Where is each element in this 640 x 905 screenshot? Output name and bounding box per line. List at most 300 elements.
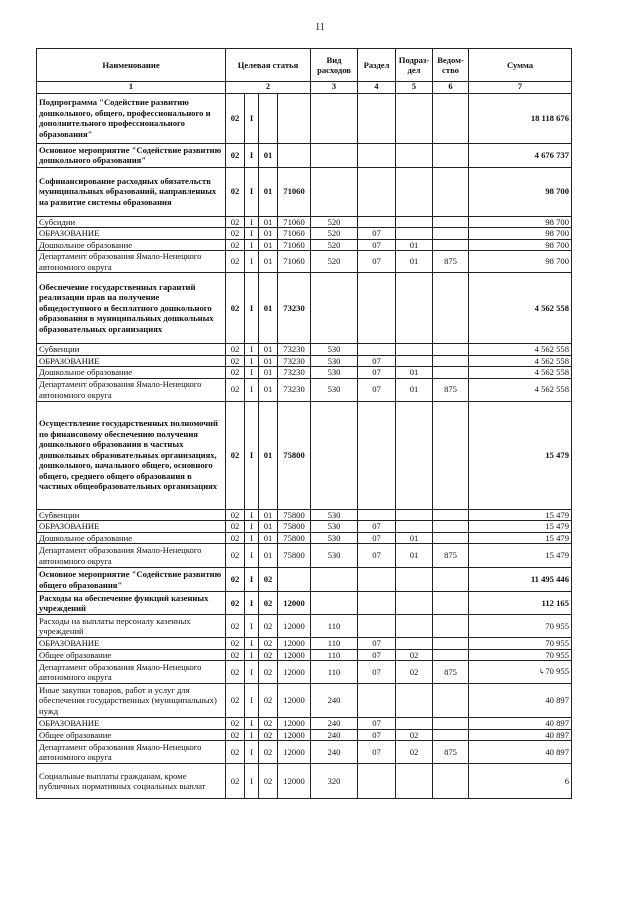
department-code	[433, 684, 469, 718]
program-code: 02	[226, 741, 245, 764]
amount: 98 700	[469, 239, 572, 251]
subprogram-code: I	[245, 568, 259, 592]
program-code: 02	[226, 544, 245, 568]
table-row	[37, 93, 572, 143]
row-name: Дошкольное образование	[37, 532, 226, 544]
header-department: Ведом-ство	[433, 49, 469, 82]
program-code: 02	[226, 228, 245, 240]
department-code	[433, 401, 469, 509]
table-row	[37, 592, 572, 615]
activity-code: 01	[259, 273, 278, 344]
subprogram-code: I	[245, 741, 259, 764]
activity-code: 02	[259, 592, 278, 615]
program-code: 02	[226, 216, 245, 228]
table-row	[37, 167, 572, 216]
column-number: 4	[358, 82, 396, 94]
amount: 4 562 558	[469, 367, 572, 379]
table-row	[37, 649, 572, 661]
subprogram-code: I	[245, 615, 259, 638]
activity-code: 01	[259, 355, 278, 367]
direction-code: 75800	[278, 509, 311, 521]
row-name: Дошкольное образование	[37, 239, 226, 251]
direction-code: 12000	[278, 661, 311, 684]
expense-type-code: 530	[311, 355, 358, 367]
table-row	[37, 521, 572, 533]
expense-type-code: 520	[311, 239, 358, 251]
subprogram-code: I	[245, 592, 259, 615]
header-row	[37, 49, 572, 82]
activity-code: 01	[259, 344, 278, 356]
section-code: 07	[358, 718, 396, 730]
program-code: 02	[226, 592, 245, 615]
activity-code: 02	[259, 718, 278, 730]
expense-type-code: 240	[311, 741, 358, 764]
subprogram-code: I	[245, 521, 259, 533]
column-number: 7	[469, 82, 572, 94]
row-name: Субсидии	[37, 216, 226, 228]
section-code: 07	[358, 367, 396, 379]
direction-code: 73230	[278, 355, 311, 367]
pen-mark-icon: ↳	[538, 667, 546, 677]
row-name: Основное мероприятие "Содействие развитию дошкольного образования"	[37, 143, 226, 167]
program-code: 02	[226, 239, 245, 251]
activity-code: 01	[259, 167, 278, 216]
section-code	[358, 615, 396, 638]
activity-code: 02	[259, 764, 278, 799]
expense-type-code	[311, 401, 358, 509]
subsection-code: 01	[396, 544, 433, 568]
direction-code: 12000	[278, 718, 311, 730]
amount: 40 897	[469, 741, 572, 764]
column-number-row	[37, 82, 572, 94]
activity-code: 01	[259, 216, 278, 228]
department-code	[433, 764, 469, 799]
subprogram-code: I	[245, 764, 259, 799]
table-row	[37, 741, 572, 764]
subsection-code	[396, 509, 433, 521]
row-name: Обеспечение государственных гарантий реализации прав на получение общедоступного и бесплатного дошкольного образования в муниципальных дошкольных образовательных организациях	[37, 273, 226, 344]
program-code: 02	[226, 649, 245, 661]
column-number: 6	[433, 82, 469, 94]
section-code	[358, 167, 396, 216]
table-row	[37, 544, 572, 568]
activity-code: 01	[259, 143, 278, 167]
program-code: 02	[226, 684, 245, 718]
expense-type-code: 530	[311, 344, 358, 356]
program-code: 02	[226, 729, 245, 741]
amount: 15 479	[469, 532, 572, 544]
amount: 40 897	[469, 718, 572, 730]
department-code	[433, 729, 469, 741]
row-name: ОБРАЗОВАНИЕ	[37, 355, 226, 367]
section-code: 07	[358, 649, 396, 661]
subsection-code	[396, 93, 433, 143]
table-row	[37, 239, 572, 251]
header-name: Наименование	[37, 49, 226, 82]
table-row	[37, 273, 572, 344]
amount: 98 700	[469, 167, 572, 216]
subsection-code	[396, 216, 433, 228]
amount: 98 700	[469, 228, 572, 240]
program-code: 02	[226, 273, 245, 344]
direction-code: 12000	[278, 764, 311, 799]
amount: 98 700	[469, 216, 572, 228]
subprogram-code: I	[245, 684, 259, 718]
table-body	[37, 93, 572, 799]
department-code	[433, 228, 469, 240]
department-code: 875	[433, 544, 469, 568]
amount: 6	[469, 764, 572, 799]
subprogram-code: I	[245, 216, 259, 228]
expense-type-code: 110	[311, 615, 358, 638]
activity-code: 01	[259, 401, 278, 509]
row-name: Департамент образования Ямало-Ненецкого автономного округа	[37, 544, 226, 568]
amount: 15 479	[469, 544, 572, 568]
amount: 70 955	[469, 615, 572, 638]
amount: 70 955	[469, 638, 572, 650]
direction-code	[278, 568, 311, 592]
amount: 18 118 676	[469, 93, 572, 143]
row-name: ОБРАЗОВАНИЕ	[37, 521, 226, 533]
section-code	[358, 764, 396, 799]
expense-type-code	[311, 167, 358, 216]
subsection-code	[396, 355, 433, 367]
table-row	[37, 367, 572, 379]
subsection-code	[396, 521, 433, 533]
program-code: 02	[226, 143, 245, 167]
subsection-code	[396, 764, 433, 799]
header-section: Раздел	[358, 49, 396, 82]
subprogram-code: I	[245, 228, 259, 240]
subsection-code	[396, 615, 433, 638]
subprogram-code: I	[245, 638, 259, 650]
expense-type-code: 520	[311, 228, 358, 240]
department-code: 875	[433, 741, 469, 764]
amount	[469, 661, 572, 684]
table-row	[37, 568, 572, 592]
department-code	[433, 638, 469, 650]
subprogram-code: I	[245, 649, 259, 661]
program-code: 02	[226, 521, 245, 533]
section-code	[358, 273, 396, 344]
subsection-code: 01	[396, 378, 433, 401]
expense-type-code: 240	[311, 684, 358, 718]
department-code	[433, 532, 469, 544]
activity-code: 02	[259, 661, 278, 684]
row-name: Дошкольное образование	[37, 367, 226, 379]
row-name: Субвенции	[37, 344, 226, 356]
activity-code: 02	[259, 615, 278, 638]
expense-type-code: 530	[311, 509, 358, 521]
header-amount: Сумма	[469, 49, 572, 82]
amount: 4 676 737	[469, 143, 572, 167]
table-row	[37, 638, 572, 650]
row-name: Иные закупки товаров, работ и услуг для обеспечения государственных (муниципальных) нужд	[37, 684, 226, 718]
activity-code: 01	[259, 367, 278, 379]
amount: 98 700	[469, 251, 572, 273]
subsection-code: 02	[396, 729, 433, 741]
row-name: Департамент образования Ямало-Ненецкого автономного округа	[37, 741, 226, 764]
section-code: 07	[358, 355, 396, 367]
row-name: ОБРАЗОВАНИЕ	[37, 718, 226, 730]
direction-code: 71060	[278, 216, 311, 228]
section-code: 07	[358, 661, 396, 684]
expense-type-code: 520	[311, 251, 358, 273]
expense-type-code	[311, 568, 358, 592]
department-code	[433, 344, 469, 356]
department-code	[433, 718, 469, 730]
department-code	[433, 167, 469, 216]
table-row	[37, 228, 572, 240]
column-number: 5	[396, 82, 433, 94]
amount: 15 479	[469, 401, 572, 509]
activity-code: 02	[259, 729, 278, 741]
program-code: 02	[226, 378, 245, 401]
section-code: 07	[358, 521, 396, 533]
department-code	[433, 93, 469, 143]
department-code	[433, 521, 469, 533]
activity-code: 02	[259, 741, 278, 764]
expense-type-code	[311, 143, 358, 167]
subsection-code: 01	[396, 251, 433, 273]
section-code	[358, 401, 396, 509]
program-code: 02	[226, 532, 245, 544]
expense-type-code: 240	[311, 718, 358, 730]
row-name: Социальные выплаты гражданам, кроме публичных нормативных социальных выплат	[37, 764, 226, 799]
direction-code: 73230	[278, 378, 311, 401]
table-row	[37, 344, 572, 356]
section-code	[358, 93, 396, 143]
subprogram-code: I	[245, 661, 259, 684]
row-name: Департамент образования Ямало-Ненецкого автономного округа	[37, 251, 226, 273]
section-code	[358, 684, 396, 718]
row-name: Основное мероприятие "Содействие развитию общего образования"	[37, 568, 226, 592]
department-code: 875	[433, 378, 469, 401]
expense-type-code: 530	[311, 378, 358, 401]
subprogram-code: I	[245, 167, 259, 216]
direction-code	[278, 143, 311, 167]
section-code	[358, 216, 396, 228]
expense-type-code: 240	[311, 729, 358, 741]
program-code: 02	[226, 355, 245, 367]
direction-code: 73230	[278, 273, 311, 344]
subprogram-code: I	[245, 143, 259, 167]
table-row	[37, 355, 572, 367]
department-code	[433, 568, 469, 592]
subsection-code	[396, 684, 433, 718]
program-code: 02	[226, 509, 245, 521]
section-code	[358, 509, 396, 521]
amount: 4 562 558	[469, 378, 572, 401]
program-code: 02	[226, 251, 245, 273]
direction-code: 73230	[278, 367, 311, 379]
amount: 11 495 446	[469, 568, 572, 592]
subsection-code	[396, 401, 433, 509]
section-code: 07	[358, 251, 396, 273]
subprogram-code: I	[245, 401, 259, 509]
program-code: 02	[226, 718, 245, 730]
table-row	[37, 216, 572, 228]
subprogram-code: I	[245, 718, 259, 730]
subprogram-code: I	[245, 251, 259, 273]
section-code: 07	[358, 544, 396, 568]
subsection-code	[396, 344, 433, 356]
amount: 4 562 558	[469, 355, 572, 367]
section-code	[358, 568, 396, 592]
department-code	[433, 355, 469, 367]
direction-code: 12000	[278, 741, 311, 764]
department-code	[433, 239, 469, 251]
row-name: Софинансирование расходных обязательств муниципальных образований, направленных на развитие системы образования	[37, 167, 226, 216]
program-code: 02	[226, 167, 245, 216]
row-name: Департамент образования Ямало-Ненецкого автономного округа	[37, 661, 226, 684]
table-row	[37, 684, 572, 718]
department-code	[433, 509, 469, 521]
amount: 4 562 558	[469, 344, 572, 356]
amount: 15 479	[469, 509, 572, 521]
table-row	[37, 401, 572, 509]
amount: 4 562 558	[469, 273, 572, 344]
activity-code: 02	[259, 638, 278, 650]
expense-type-code: 520	[311, 216, 358, 228]
header-subsection: Подраз-дел	[396, 49, 433, 82]
subprogram-code: I	[245, 367, 259, 379]
column-number: 2	[226, 82, 311, 94]
direction-code: 75800	[278, 544, 311, 568]
table-row	[37, 378, 572, 401]
subsection-code	[396, 592, 433, 615]
subprogram-code: I	[245, 532, 259, 544]
activity-code: 02	[259, 649, 278, 661]
department-code	[433, 273, 469, 344]
activity-code: 01	[259, 532, 278, 544]
direction-code: 12000	[278, 638, 311, 650]
section-code: 07	[358, 239, 396, 251]
subprogram-code: I	[245, 273, 259, 344]
row-name: Общее образование	[37, 729, 226, 741]
subsection-code	[396, 167, 433, 216]
page-number: 11	[315, 22, 325, 33]
subsection-code: 02	[396, 661, 433, 684]
expense-type-code	[311, 93, 358, 143]
column-number: 1	[37, 82, 226, 94]
direction-code	[278, 93, 311, 143]
subsection-code: 01	[396, 239, 433, 251]
subprogram-code: I	[245, 378, 259, 401]
subsection-code: 02	[396, 741, 433, 764]
subsection-code: 02	[396, 649, 433, 661]
expense-type-code	[311, 273, 358, 344]
subsection-code	[396, 638, 433, 650]
department-code	[433, 367, 469, 379]
subsection-code	[396, 568, 433, 592]
department-code	[433, 216, 469, 228]
activity-code	[259, 93, 278, 143]
direction-code: 12000	[278, 615, 311, 638]
row-name: Осуществление государственных полномочий по финансовому обеспечению получения дошкольного образования в частных дошкольных образовательных организациях, дошкольного, начального общего, основного общего, среднего общего образования в частных общеобразовательных организациях	[37, 401, 226, 509]
activity-code: 01	[259, 378, 278, 401]
expense-type-code: 530	[311, 367, 358, 379]
subsection-code	[396, 718, 433, 730]
program-code: 02	[226, 615, 245, 638]
subsection-code	[396, 228, 433, 240]
table-row	[37, 615, 572, 638]
expense-type-code: 320	[311, 764, 358, 799]
subsection-code	[396, 273, 433, 344]
amount: 70 955	[469, 649, 572, 661]
table-row	[37, 729, 572, 741]
program-code: 02	[226, 344, 245, 356]
activity-code: 01	[259, 251, 278, 273]
section-code: 07	[358, 228, 396, 240]
row-name: Департамент образования Ямало-Ненецкого автономного округа	[37, 378, 226, 401]
row-name: ОБРАЗОВАНИЕ	[37, 228, 226, 240]
table-row	[37, 509, 572, 521]
section-code: 07	[358, 638, 396, 650]
direction-code: 71060	[278, 251, 311, 273]
expense-type-code: 530	[311, 521, 358, 533]
subsection-code: 01	[396, 532, 433, 544]
subprogram-code: I	[245, 355, 259, 367]
direction-code: 75800	[278, 532, 311, 544]
table-row	[37, 251, 572, 273]
direction-code: 73230	[278, 344, 311, 356]
direction-code: 12000	[278, 592, 311, 615]
expense-type-code	[311, 592, 358, 615]
row-name: Общее образование	[37, 649, 226, 661]
table-row	[37, 764, 572, 799]
header-expense-type: Вид расходов	[311, 49, 358, 82]
section-code: 07	[358, 729, 396, 741]
program-code: 02	[226, 764, 245, 799]
subprogram-code: I	[245, 344, 259, 356]
department-code	[433, 649, 469, 661]
expense-type-code: 110	[311, 638, 358, 650]
row-name: Расходы на обеспечение функций казенных учреждений	[37, 592, 226, 615]
section-code	[358, 344, 396, 356]
program-code: 02	[226, 401, 245, 509]
department-code	[433, 143, 469, 167]
direction-code: 12000	[278, 684, 311, 718]
amount: 112 165	[469, 592, 572, 615]
direction-code: 71060	[278, 239, 311, 251]
activity-code: 02	[259, 568, 278, 592]
table-row	[37, 532, 572, 544]
budget-table	[36, 48, 572, 799]
expense-type-code: 530	[311, 532, 358, 544]
direction-code: 71060	[278, 228, 311, 240]
activity-code: 02	[259, 684, 278, 718]
subprogram-code: I	[245, 239, 259, 251]
department-code: 875	[433, 661, 469, 684]
activity-code: 01	[259, 521, 278, 533]
row-name: Расходы на выплаты персоналу казенных учреждений	[37, 615, 226, 638]
activity-code: 01	[259, 228, 278, 240]
activity-code: 01	[259, 544, 278, 568]
amount: 40 897	[469, 684, 572, 718]
program-code: 02	[226, 568, 245, 592]
department-code: 875	[433, 251, 469, 273]
row-name: ОБРАЗОВАНИЕ	[37, 638, 226, 650]
subprogram-code: I	[245, 509, 259, 521]
direction-code: 12000	[278, 649, 311, 661]
row-name: Субвенции	[37, 509, 226, 521]
direction-code: 75800	[278, 521, 311, 533]
department-code	[433, 615, 469, 638]
amount: 15 479	[469, 521, 572, 533]
subsection-code: 01	[396, 367, 433, 379]
amount-value: 70 955	[545, 666, 570, 677]
